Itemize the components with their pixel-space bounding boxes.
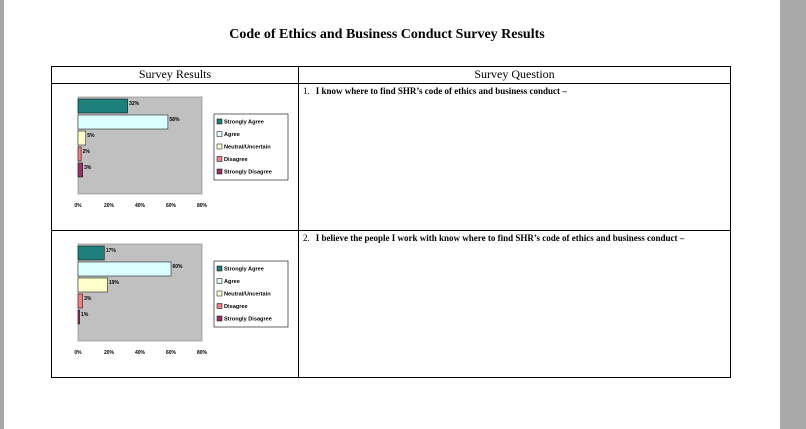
bar-value-label: 2% (82, 149, 90, 155)
bar (78, 99, 128, 113)
table-header-row (52, 67, 731, 84)
document-page (4, 0, 780, 429)
x-tick-label: 80% (196, 350, 208, 356)
header-survey-question: Survey Question (299, 67, 731, 84)
chart-cell (52, 84, 299, 231)
x-tick-label: 40% (134, 203, 146, 209)
question-text: I believe the people I work with know where to find SHR’s code of ethics and business conduct – (315, 233, 685, 243)
bar-value-label: 5% (87, 133, 95, 139)
table-row (52, 231, 731, 378)
legend-label: Disagree (224, 304, 248, 310)
x-tick-label: 80% (196, 203, 208, 209)
survey-chart-1 (52, 84, 298, 230)
x-tick-label: 0% (74, 350, 82, 356)
x-tick-label: 40% (134, 350, 146, 356)
bar (78, 115, 168, 129)
bar-value-label: 32% (129, 101, 140, 107)
bar (78, 246, 104, 260)
bar (78, 131, 86, 145)
survey-results-table (51, 66, 731, 378)
legend-label: Agree (224, 132, 240, 138)
question-number: 2. (303, 233, 310, 243)
survey-chart-2 (52, 231, 298, 377)
x-tick-label: 20% (103, 203, 115, 209)
legend-swatch (217, 304, 222, 309)
bar-value-label: 1% (81, 312, 89, 318)
bar (78, 147, 81, 161)
legend-label: Neutral/Uncertain (224, 144, 271, 151)
legend-swatch (217, 279, 222, 284)
question-number: 1. (303, 86, 310, 96)
table-row (52, 84, 731, 231)
legend-swatch (217, 119, 222, 124)
x-tick-label: 0% (74, 203, 82, 209)
bar (78, 163, 83, 177)
question-cell (299, 84, 731, 231)
header-survey-results: Survey Results (52, 67, 299, 84)
legend-label: Disagree (224, 157, 248, 163)
legend-label: Strongly Agree (224, 266, 264, 273)
bar (78, 310, 80, 324)
chart-cell (52, 231, 299, 378)
question-text: I know where to find SHR’s code of ethics and business conduct – (315, 86, 567, 96)
bar-value-label: 3% (84, 165, 92, 171)
x-tick-label: 20% (103, 350, 115, 356)
legend-swatch (217, 169, 222, 174)
x-tick-label: 60% (165, 350, 177, 356)
legend-label: Strongly Disagree (224, 316, 272, 323)
bar (78, 262, 171, 276)
page-title: Code of Ethics and Business Conduct Survey Results (229, 27, 545, 42)
legend-swatch (217, 316, 222, 321)
legend-label: Strongly Disagree (224, 169, 272, 176)
legend-swatch (217, 132, 222, 137)
x-tick-label: 60% (165, 203, 177, 209)
bar (78, 278, 107, 292)
legend-swatch (217, 266, 222, 271)
legend-swatch (217, 157, 222, 162)
bar-value-label: 19% (108, 280, 119, 286)
bar-value-label: 58% (169, 117, 180, 123)
legend-swatch (217, 291, 222, 296)
question-cell (299, 231, 731, 378)
bar (78, 294, 83, 308)
window-scroll-gutter (780, 0, 806, 429)
legend-label: Agree (224, 279, 240, 285)
legend-label: Strongly Agree (224, 119, 264, 126)
bar-value-label: 3% (84, 296, 92, 302)
bar-value-label: 17% (105, 248, 116, 254)
bar-value-label: 60% (172, 264, 183, 270)
legend-label: Neutral/Uncertain (224, 291, 271, 298)
legend-swatch (217, 144, 222, 149)
